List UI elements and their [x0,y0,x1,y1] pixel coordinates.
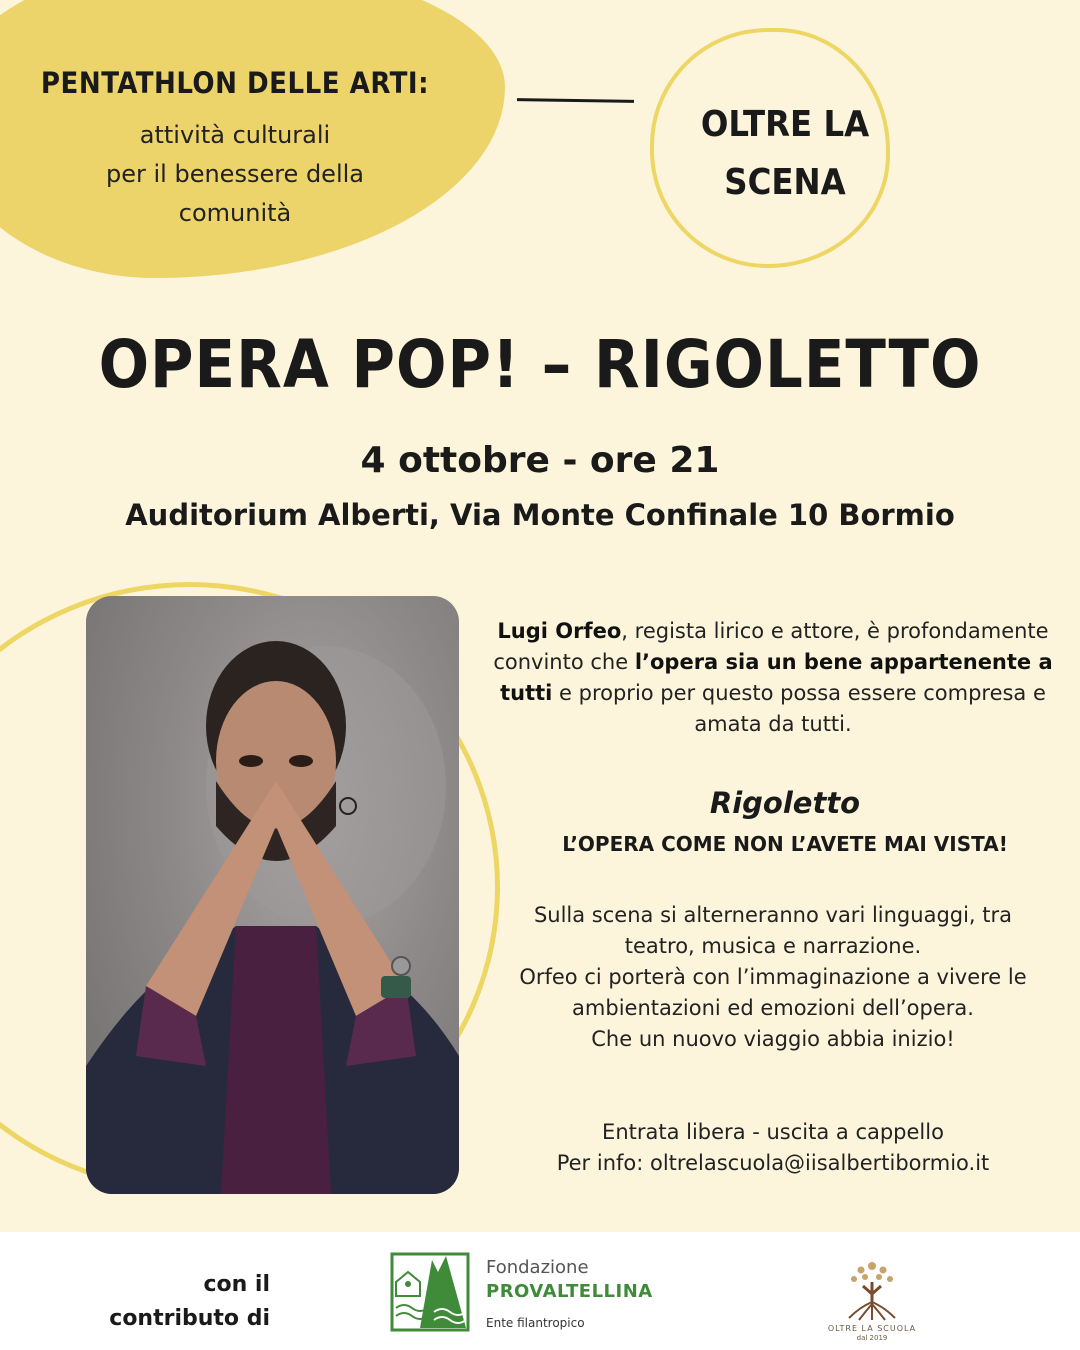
sponsor1-line1: Fondazione [486,1257,589,1278]
contrib-line: contributo di [109,1306,270,1331]
description-line: ambientazioni ed emozioni dell’opera. [572,996,974,1020]
description-line: Sulla scena si alterneranno vari linguaggi, tra [533,903,1013,927]
entry-info: Entrata libera - uscita a cappello [602,1120,944,1144]
intro-bold: l’opera sia un bene appartenente a tutti [500,650,1053,705]
info-block [493,1117,1053,1179]
intro-paragraph [493,616,1053,740]
sponsor1-line3: Ente filantropico [486,1316,585,1330]
subtitle-line: per il benessere della [106,160,364,188]
event-title: OPERA POP! – RIGOLETTO [98,326,982,403]
sponsor1-line2: PROVALTELLINA [486,1281,653,1302]
connector-line [517,98,634,103]
performer-photo [86,596,459,1194]
badge-text [650,96,920,212]
provaltellina-logo-icon [390,1252,470,1332]
tree-logo-icon [835,1252,909,1324]
description-line: Che un nuovo viaggio abbia inizio! [591,1027,955,1051]
performer-illustration [86,596,459,1194]
subtitle-line: attività culturali [139,121,331,149]
performer-name: Lugi Orfeo [497,619,622,643]
description-line: Orfeo ci porterà con l’immaginazione a vivere le [519,965,1027,989]
series-title: PENTATHLON DELLE ARTI: [40,66,430,100]
contribution-label [94,1268,270,1336]
subtitle-line: comunità [178,199,292,227]
description-paragraph [493,900,1053,1055]
event-venue: Auditorium Alberti, Via Monte Confinale 10 Bormio [125,498,955,532]
series-subtitle [0,116,470,233]
sponsor2-name: OLTRE LA SCUOLA [827,1324,917,1333]
event-date: 4 ottobre - ore 21 [360,440,720,481]
sponsor2-year: dal 2019 [856,1334,888,1342]
intro-text-2: e proprio per questo possa essere compresa e amata da tutti. [552,681,1046,736]
contact-info: Per info: oltrelascuola@iisalbertibormio.it [556,1151,990,1175]
description-line: teatro, musica e narrazione. [624,934,922,958]
contrib-line: con il [203,1272,270,1297]
rigoletto-title: Rigoletto [709,786,861,820]
badge-line: SCENA [724,162,846,203]
badge-line: OLTRE LA [700,104,870,145]
intro-text-1: , regista lirico e attore, è profondamente convinto che [493,619,1049,674]
rigoletto-subtitle: L’OPERA COME NON L’AVETE MAI VISTA! [562,832,1008,856]
